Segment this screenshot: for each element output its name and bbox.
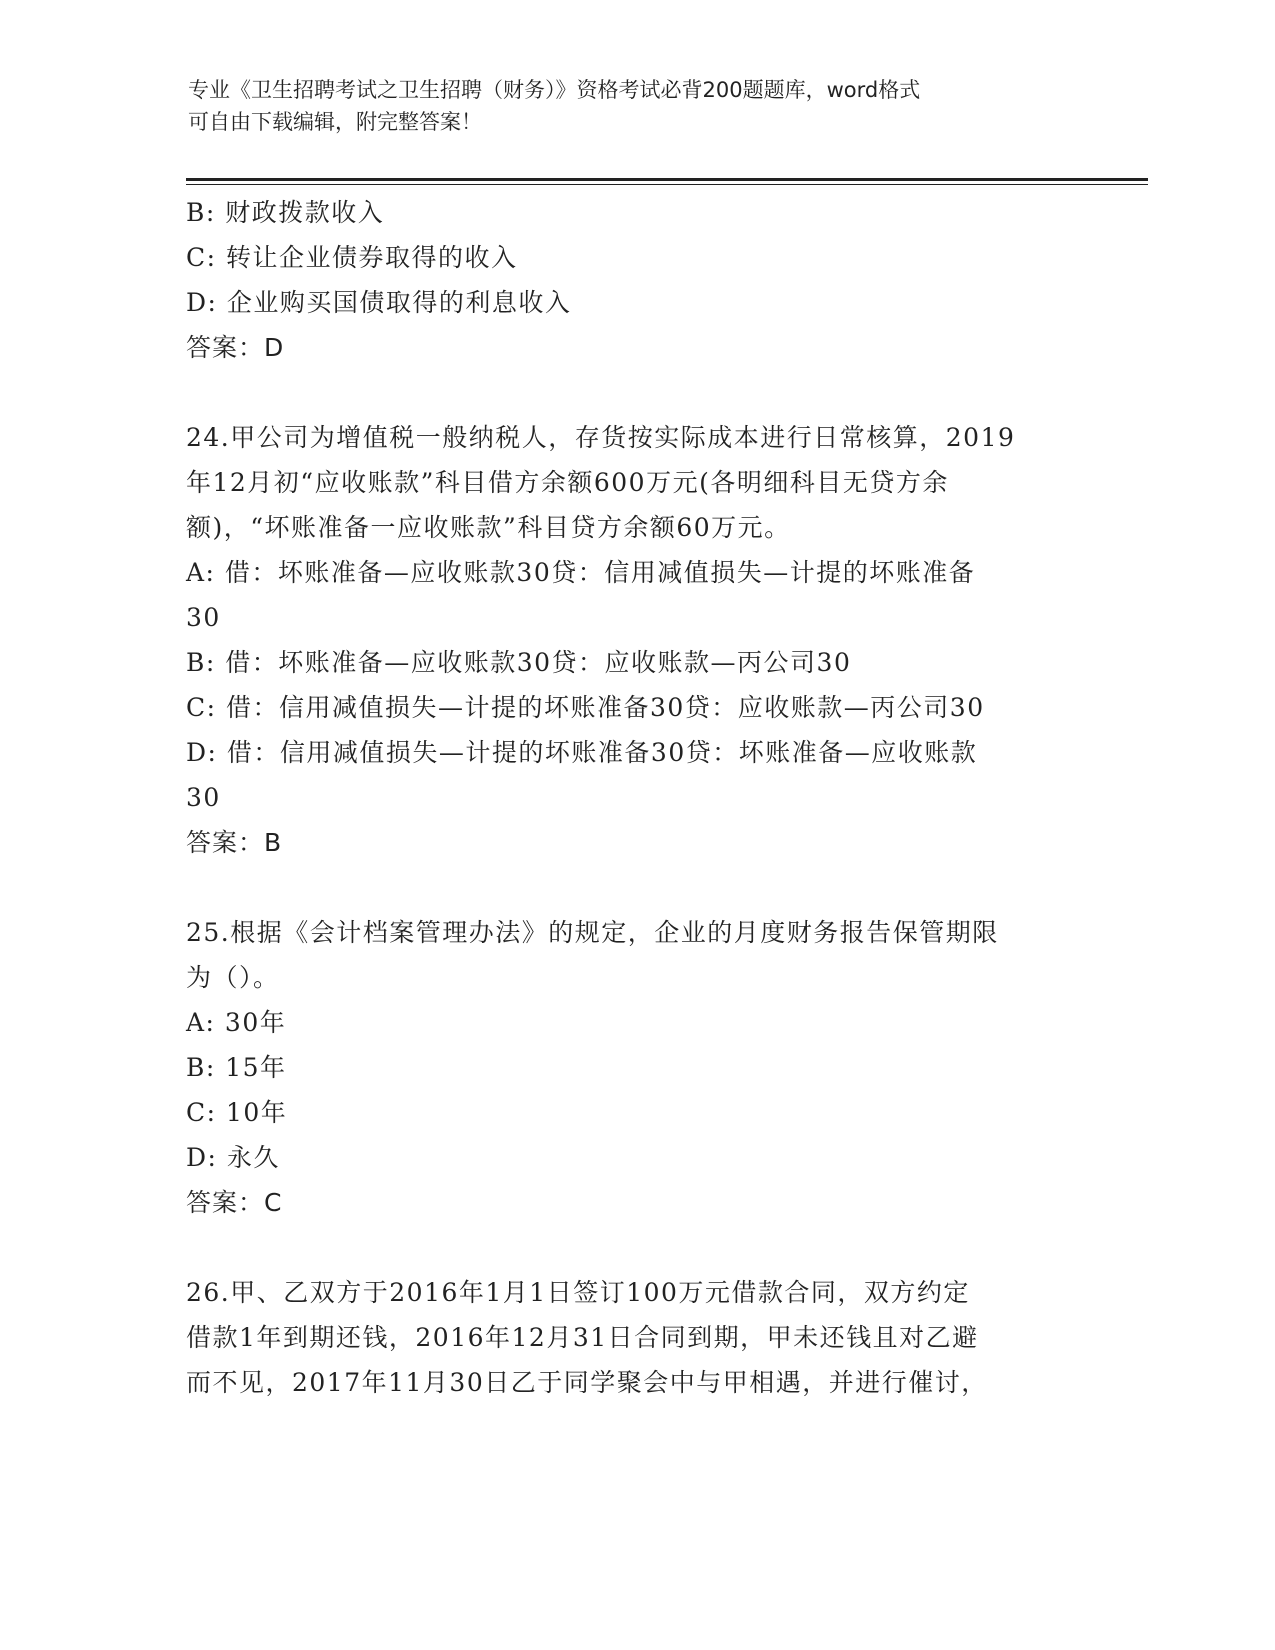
option-c: C: 借：信用减值损失—计提的坏账准备30贷：应收账款—丙公司30	[186, 693, 985, 722]
answer-line: 答案：D	[186, 333, 285, 362]
option-b: B: 财政拨款收入	[186, 198, 385, 227]
header-divider-thick	[186, 178, 1148, 181]
question-stem-line: 额)，“坏账准备一应收账款”科目贷方余额60万元。	[186, 513, 791, 542]
option-c: C: 10年	[186, 1098, 288, 1127]
option-b: B: 借：坏账准备—应收账款30贷：应收账款—丙公司30	[186, 648, 852, 677]
header-line-2: 可自由下载编辑，附完整答案！	[188, 110, 482, 134]
question-stem-line: 25.根据《会计档案管理办法》的规定，企业的月度财务报告保管期限	[186, 918, 999, 947]
question-stem-line: 而不见，2017年11月30日乙于同学聚会中与甲相遇，并进行催讨，	[186, 1368, 988, 1397]
question-block-24	[186, 415, 1086, 865]
question-stem-line: 年12月初“应收账款”科目借方余额600万元(各明细科目无贷方余	[186, 468, 949, 497]
option-d-continued: 30	[186, 783, 221, 812]
answer-line: 答案：B	[186, 828, 283, 857]
question-stem-line: 26.甲、乙双方于2016年1月1日签订100万元借款合同，双方约定	[186, 1278, 970, 1307]
option-a: A: 借：坏账准备—应收账款30贷：信用减值损失—计提的坏账准备	[186, 558, 976, 587]
question-stem-line: 24.甲公司为增值税一般纳税人，存货按实际成本进行日常核算，2019	[186, 423, 1016, 452]
header-line-1: 专业《卫生招聘考试之卫生招聘（财务）》资格考试必背200题题库，word格式	[188, 78, 921, 102]
spacer	[186, 370, 1086, 415]
page-header	[188, 74, 1068, 138]
option-d: D: 永久	[186, 1143, 280, 1172]
option-c: C: 转让企业债券取得的收入	[186, 243, 518, 272]
header-divider-thin	[186, 184, 1148, 185]
option-a-continued: 30	[186, 603, 221, 632]
document-body	[186, 190, 1086, 1405]
option-b: B: 15年	[186, 1053, 287, 1082]
answer-line: 答案：C	[186, 1188, 283, 1217]
question-stem-line: 为（）。	[186, 963, 280, 992]
question-stem-line: 借款1年到期还钱，2016年12月31日合同到期，甲未还钱且对乙避	[186, 1323, 979, 1352]
spacer	[186, 865, 1086, 910]
question-block-26	[186, 1270, 1086, 1405]
question-block-23	[186, 190, 1086, 370]
option-a: A: 30年	[186, 1008, 287, 1037]
option-d: D: 企业购买国债取得的利息收入	[186, 288, 572, 317]
option-d: D: 借：信用减值损失—计提的坏账准备30贷：坏账准备—应收账款	[186, 738, 978, 767]
question-block-25	[186, 910, 1086, 1225]
spacer	[186, 1225, 1086, 1270]
